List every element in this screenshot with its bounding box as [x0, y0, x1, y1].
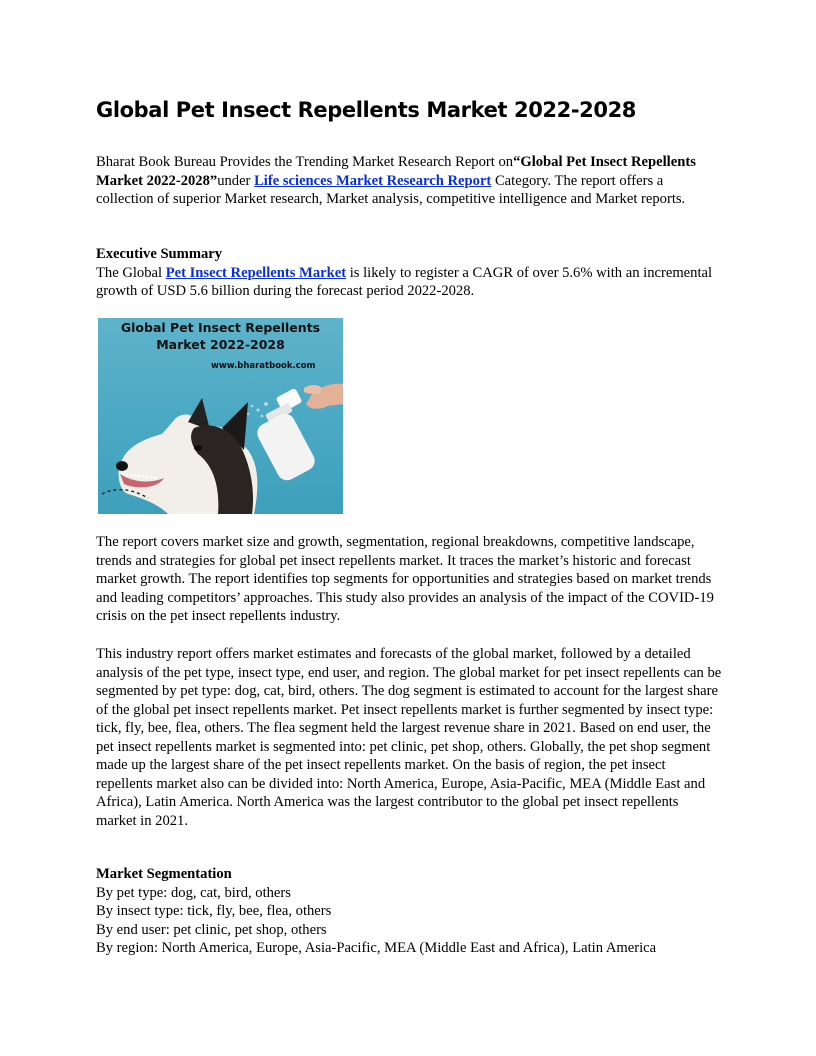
market-segmentation-section	[96, 865, 722, 958]
segmentation-item: By region: North America, Europe, Asia-Pacific, MEA (Middle East and Africa), Latin America	[96, 940, 657, 956]
pet-insect-repellents-market-link[interactable]: Pet Insect Repellents Market	[165, 264, 347, 281]
report-cover-image	[98, 318, 343, 514]
dog-nose	[116, 461, 128, 471]
life-sciences-category-link[interactable]: Life sciences Market Research Report	[254, 172, 492, 189]
image-title: Global Pet Insect Repellents Market 2022-2028	[120, 320, 321, 352]
executive-summary-text-2: is likely to register a CAGR of over 5.6% with an incremental growth of USD 5.6 billion during the forecast period 2022-2028.	[96, 264, 713, 299]
intro-text-2: under	[217, 172, 255, 189]
dog-eye	[194, 445, 202, 451]
spray-mist	[247, 402, 268, 417]
report-covers-paragraph: The report covers market size and growth, segmentation, regional breakdowns, competitive landscape, trends and strategies for global pet insect repellents market. It traces the market’s historic and forecast market growth. The report identifies top segments for opportunities and strategies based on market trends and leading competitors’ approaches. This study also provides an analysis of the impact of the COVID-19 crisis on the pet insect repellents industry.	[96, 534, 714, 624]
intro-text-1: Bharat Book Bureau Provides the Trending Market Research Report on	[96, 154, 514, 170]
intro-report-name: “Global Pet Insect Repellents Market 2022-2028”	[96, 154, 696, 189]
intro-text-3: Category. The report offers a collection of superior Market research, Market analysis, competitive intelligence and Market reports.	[96, 172, 686, 207]
segmentation-item: By insect type: tick, fly, bee, flea, others	[96, 903, 332, 919]
segmentation-item: By end user: pet clinic, pet shop, others	[96, 921, 327, 938]
intro-paragraph	[96, 153, 720, 209]
bottle-body	[254, 410, 318, 484]
executive-summary-heading: Executive Summary	[96, 246, 223, 262]
industry-report-paragraph: This industry report offers market estimates and forecasts of the global market, followed by a detailed analysis of the pet type, insect type, end user, and region. The global market for pet insect repellents can be segmented by pet type: dog, cat, bird, others. The dog segment is estimated to account for the largest share of the global pet insect repellents market. Pet insect repellents market is further segmented by insect type: tick, fly, bee, flea, others. The flea segment held the largest revenue share in 2021. Based on end user, the pet insect repellents market is segmented into: pet clinic, pet shop, others. Globally, the pet shop segment made up the largest share of the pet insect repellents market. On the basis of region, the pet insect repellents market also can be divided into: North America, Europe, Asia-Pacific, MEA (Middle East and Africa), Latin America. North America was the largest contributor to the global pet insect repellents market in 2021.	[96, 646, 722, 829]
page-title: Global Pet Insect Repellents Market 2022-2028	[96, 98, 637, 122]
executive-summary-text-1: The Global	[96, 264, 166, 281]
segmentation-item: By pet type: dog, cat, bird, others	[96, 884, 291, 901]
market-segmentation-heading: Market Segmentation	[96, 866, 232, 882]
executive-summary-section	[96, 245, 720, 301]
image-url-text: www.bharatbook.com	[211, 361, 316, 371]
finger-shape	[304, 385, 322, 394]
